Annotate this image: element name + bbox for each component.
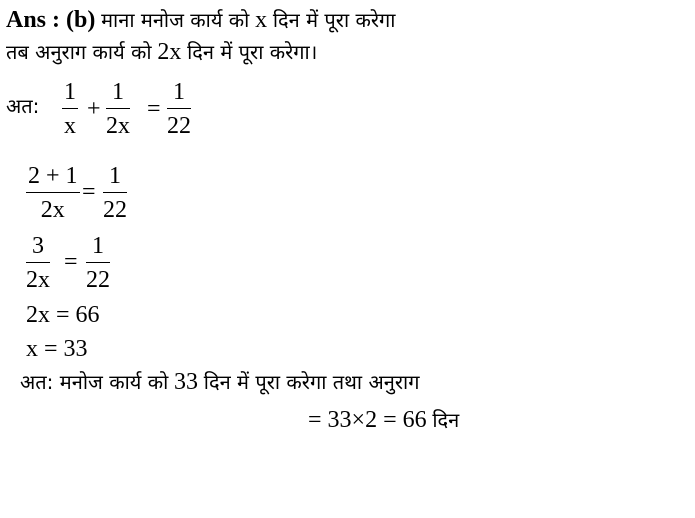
line1-variable: x (255, 7, 268, 33)
equation4: 2x = 66 (26, 302, 100, 328)
fraction-numerator: 1 (103, 164, 127, 193)
equation2-fraction-1 (26, 164, 80, 222)
equation3-fraction-2 (86, 234, 110, 292)
fraction-numerator: 1 (62, 80, 78, 109)
equals-sign: = (64, 249, 78, 275)
fraction-numerator: 1 (106, 80, 130, 109)
conclusion-value: 33 (174, 369, 199, 395)
final-expression: = 33×2 = 66 (308, 407, 427, 433)
answer-line-1 (6, 8, 396, 32)
equals-sign: = (147, 96, 161, 122)
equation3-fraction-1 (26, 234, 50, 292)
fraction-denominator: 22 (86, 267, 110, 293)
fraction-numerator: 3 (26, 234, 50, 263)
conclusion-hindi-a: अत: मनोज कार्य को (20, 370, 169, 394)
fraction-numerator: 1 (167, 80, 191, 109)
fraction-numerator: 2 + 1 (26, 164, 80, 193)
line1-hindi: माना मनोज कार्य को (101, 8, 250, 32)
answer-line-2 (6, 40, 317, 64)
fraction-denominator: x (64, 113, 76, 139)
conclusion-hindi-b: दिन में पूरा करेगा तथा अनुराग (203, 370, 420, 394)
conclusion-line (20, 370, 419, 394)
fraction-denominator: 2x (26, 267, 50, 293)
equation1-prefix: अत: (6, 94, 40, 118)
final-unit: दिन (432, 408, 460, 432)
equation2-fraction-2 (103, 164, 127, 222)
line1-rest: दिन में पूरा करेगा (272, 8, 396, 32)
equals-sign: = (82, 179, 96, 205)
line2-hindi-a: तब अनुराग कार्य को (6, 40, 152, 64)
fraction-denominator: 22 (103, 197, 127, 223)
line2-hindi-b: दिन में पूरा करेगा। (187, 40, 318, 64)
fraction-numerator: 1 (86, 234, 110, 263)
equation5: x = 33 (26, 336, 88, 362)
plus-sign: + (87, 96, 101, 122)
line2-value: 2x (157, 39, 182, 65)
fraction-denominator: 2x (40, 197, 65, 223)
equation1-fraction-1 (62, 80, 78, 138)
final-line (308, 408, 459, 432)
answer-label: Ans : (b) (6, 7, 96, 33)
equation1-fraction-2 (106, 80, 130, 138)
fraction-denominator: 22 (167, 113, 191, 139)
equation1-fraction-3 (167, 80, 191, 138)
fraction-denominator: 2x (106, 113, 130, 139)
